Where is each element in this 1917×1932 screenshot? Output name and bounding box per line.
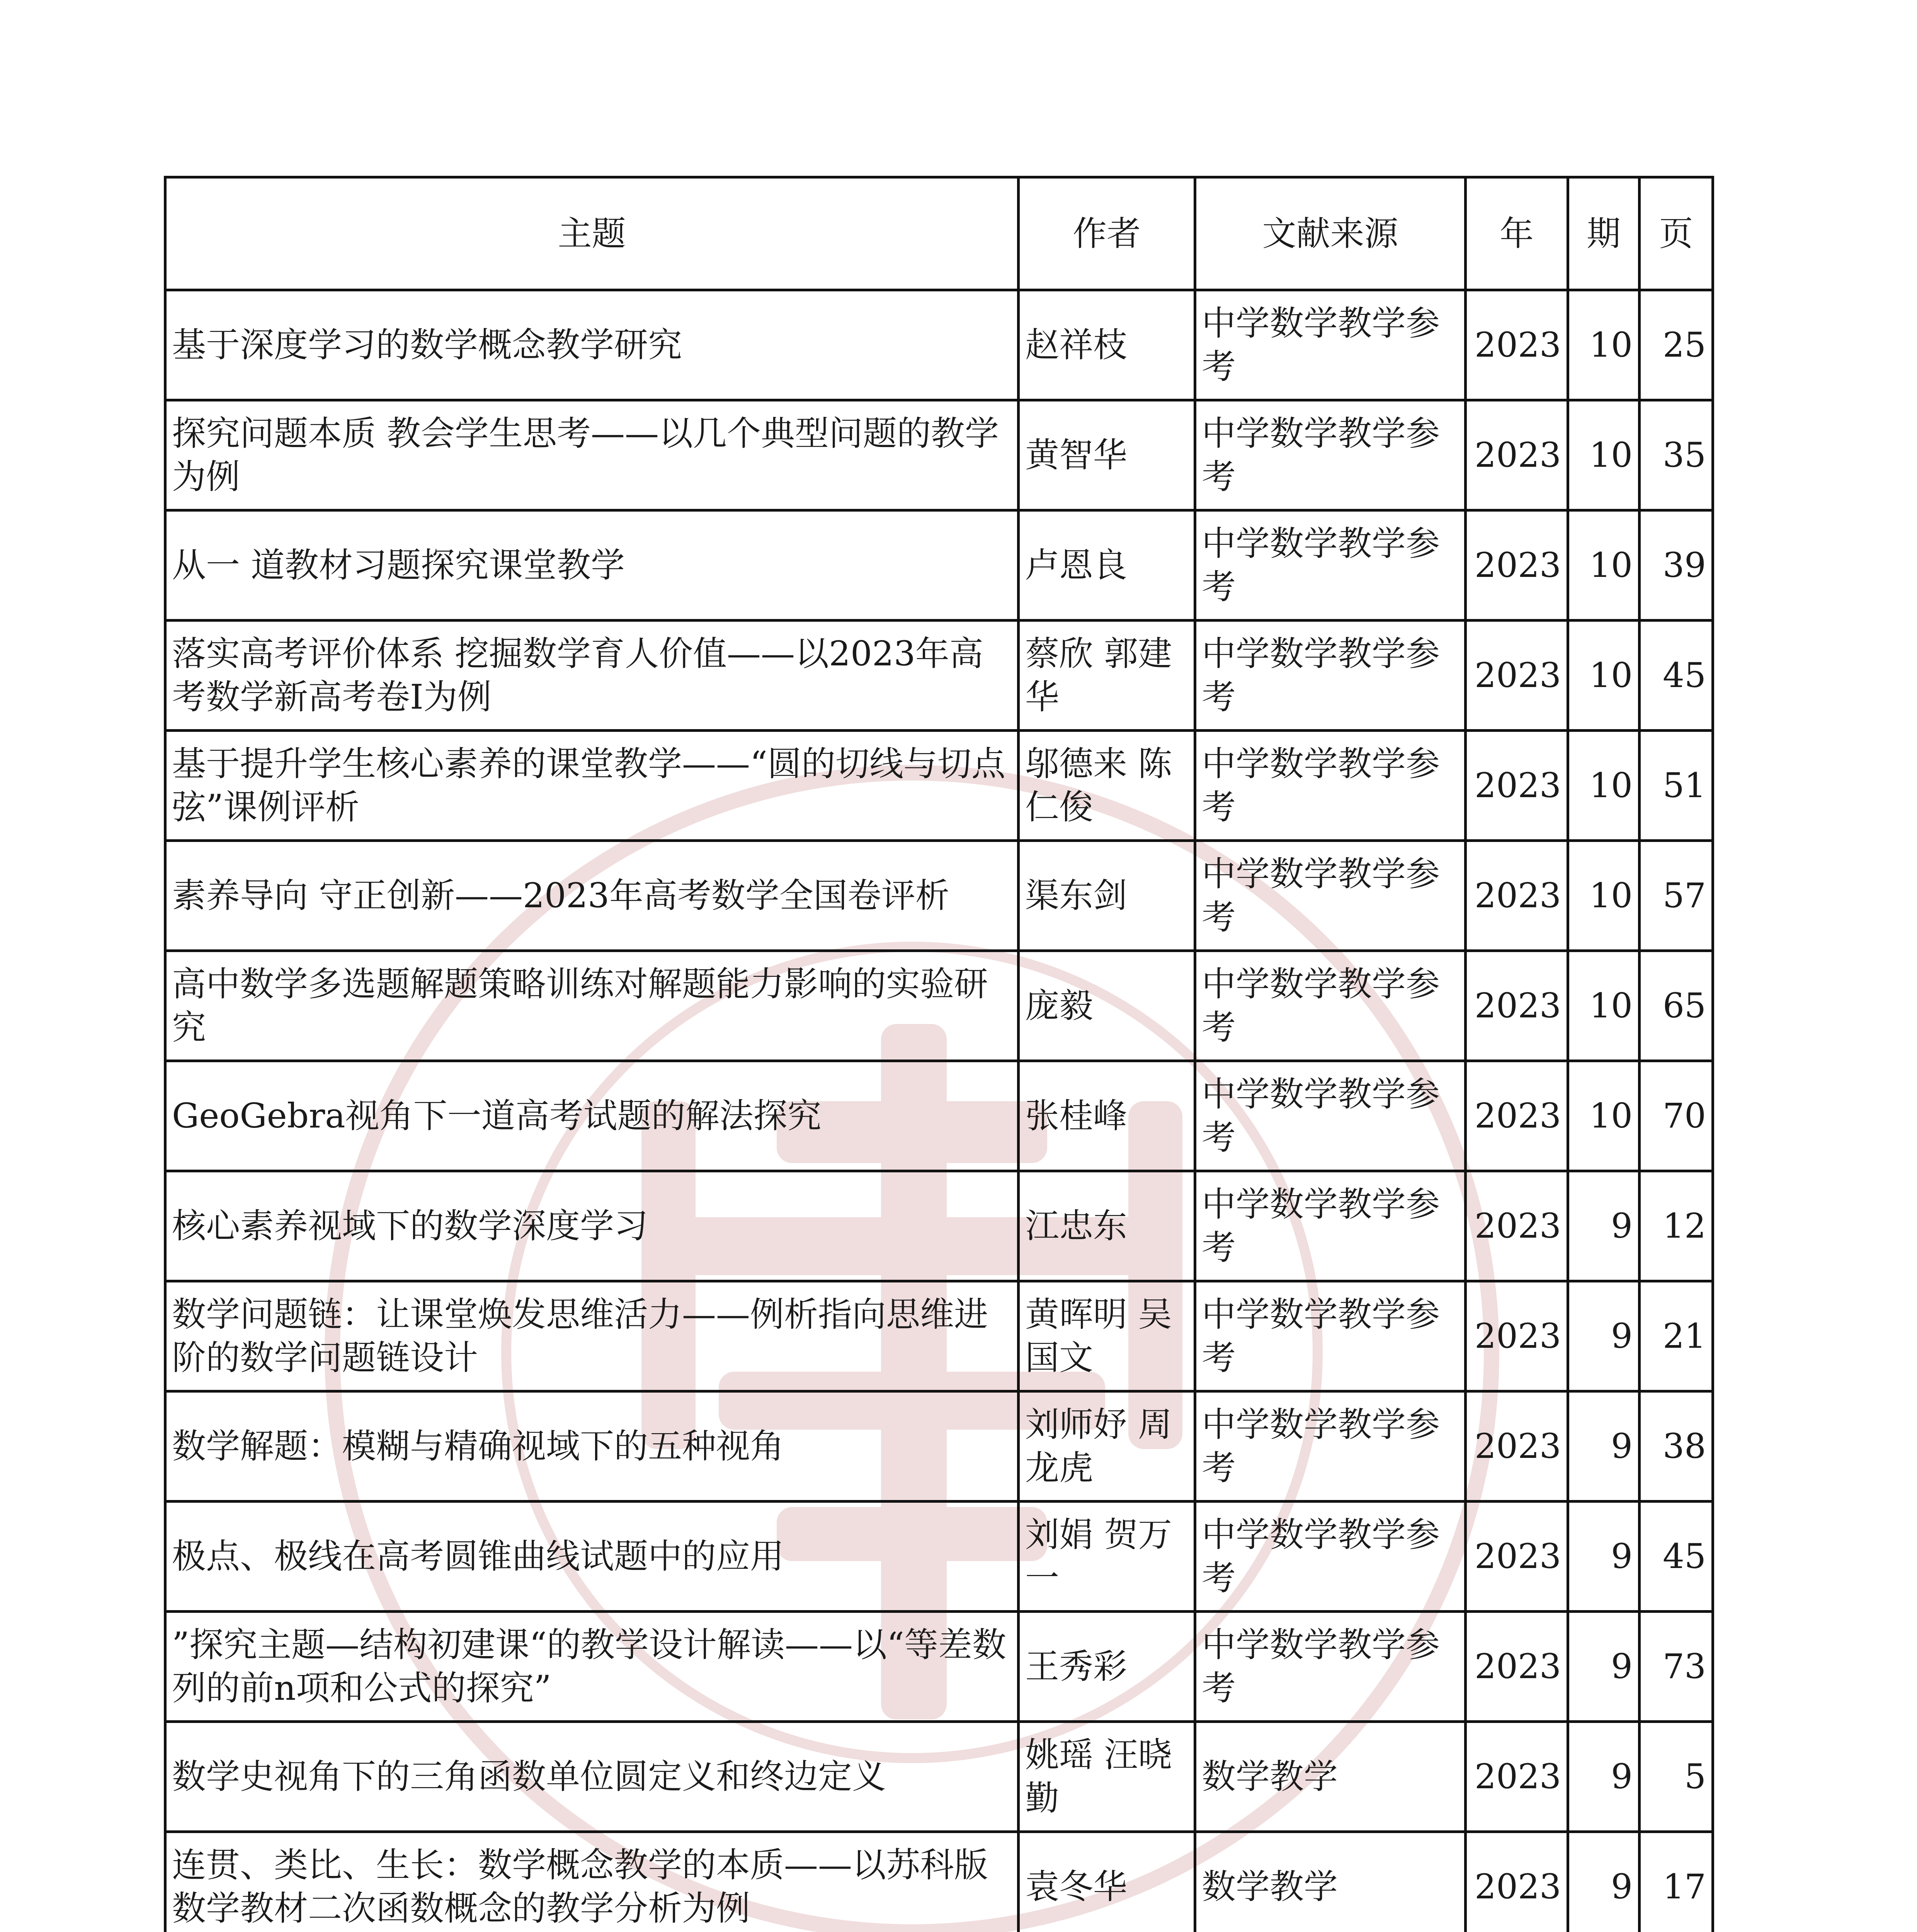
- cell-page: 45: [1640, 621, 1713, 731]
- table-row: [165, 1391, 1713, 1502]
- cell-page: 65: [1640, 951, 1713, 1061]
- table-row: [165, 510, 1713, 621]
- cell-page: 21: [1640, 1281, 1713, 1391]
- header-author: 作者: [1019, 177, 1195, 290]
- cell-author: 王秀彩: [1019, 1612, 1195, 1722]
- table-row: [165, 621, 1713, 731]
- cell-topic: 素养导向 守正创新——2023年高考数学全国卷评析: [165, 841, 1019, 951]
- cell-topic: 探究问题本质 教会学生思考——以几个典型问题的教学为例: [165, 400, 1019, 510]
- cell-source: 中学数学教学参考: [1195, 1171, 1466, 1281]
- cell-author: 刘师妤 周龙虎: [1019, 1391, 1195, 1502]
- cell-issue: 9: [1568, 1832, 1640, 1932]
- cell-topic: 数学解题：模糊与精确视域下的五种视角: [165, 1391, 1019, 1502]
- cell-year: 2023: [1466, 290, 1568, 400]
- cell-source: 中学数学教学参考: [1195, 951, 1466, 1061]
- bibliography-table-wrapper: [164, 176, 1711, 1932]
- table-row: [165, 1832, 1713, 1932]
- cell-year: 2023: [1466, 951, 1568, 1061]
- table-row: [165, 1502, 1713, 1612]
- table-row: [165, 731, 1713, 841]
- table-row: [165, 400, 1713, 510]
- cell-issue: 10: [1568, 621, 1640, 731]
- cell-author: 蔡欣 郭建华: [1019, 621, 1195, 731]
- cell-topic: 极点、极线在高考圆锥曲线试题中的应用: [165, 1502, 1019, 1612]
- cell-issue: 9: [1568, 1502, 1640, 1612]
- cell-source: 中学数学教学参考: [1195, 841, 1466, 951]
- cell-author: 赵祥枝: [1019, 290, 1195, 400]
- cell-year: 2023: [1466, 731, 1568, 841]
- cell-topic: 连贯、类比、生长：数学概念教学的本质——以苏科版数学教材二次函数概念的教学分析为例: [165, 1832, 1019, 1932]
- cell-page: 57: [1640, 841, 1713, 951]
- cell-issue: 10: [1568, 1061, 1640, 1171]
- cell-source: 中学数学教学参考: [1195, 1612, 1466, 1722]
- cell-year: 2023: [1466, 621, 1568, 731]
- cell-page: 35: [1640, 400, 1713, 510]
- cell-page: 25: [1640, 290, 1713, 400]
- cell-author: 邬德来 陈仁俊: [1019, 731, 1195, 841]
- cell-topic: 数学史视角下的三角函数单位圆定义和终边定义: [165, 1722, 1019, 1832]
- cell-year: 2023: [1466, 1171, 1568, 1281]
- cell-issue: 10: [1568, 841, 1640, 951]
- cell-page: 12: [1640, 1171, 1713, 1281]
- bibliography-table: [164, 176, 1714, 1932]
- header-topic: 主题: [165, 177, 1019, 290]
- table-row: [165, 951, 1713, 1061]
- cell-year: 2023: [1466, 1391, 1568, 1502]
- cell-issue: 10: [1568, 510, 1640, 621]
- cell-page: 45: [1640, 1502, 1713, 1612]
- cell-topic: ”探究主题—结构初建课“的教学设计解读——以“等差数列的前n项和公式的探究”: [165, 1612, 1019, 1722]
- cell-source: 中学数学教学参考: [1195, 1281, 1466, 1391]
- cell-page: 51: [1640, 731, 1713, 841]
- cell-author: 江忠东: [1019, 1171, 1195, 1281]
- cell-source: 中学数学教学参考: [1195, 731, 1466, 841]
- table-body: [165, 290, 1713, 1932]
- cell-topic: 基于提升学生核心素养的课堂教学——“圆的切线与切点弦”课例评析: [165, 731, 1019, 841]
- cell-issue: 9: [1568, 1722, 1640, 1832]
- table-row: [165, 1171, 1713, 1281]
- cell-year: 2023: [1466, 510, 1568, 621]
- cell-source: 数学教学: [1195, 1832, 1466, 1932]
- cell-issue: 9: [1568, 1612, 1640, 1722]
- cell-author: 卢恩良: [1019, 510, 1195, 621]
- cell-source: 中学数学教学参考: [1195, 1391, 1466, 1502]
- cell-source: 数学教学: [1195, 1722, 1466, 1832]
- cell-page: 70: [1640, 1061, 1713, 1171]
- cell-year: 2023: [1466, 841, 1568, 951]
- cell-issue: 10: [1568, 951, 1640, 1061]
- cell-page: 38: [1640, 1391, 1713, 1502]
- cell-author: 渠东剑: [1019, 841, 1195, 951]
- cell-page: 5: [1640, 1722, 1713, 1832]
- cell-source: 中学数学教学参考: [1195, 1061, 1466, 1171]
- cell-topic: 核心素养视域下的数学深度学习: [165, 1171, 1019, 1281]
- table-header-row: [165, 177, 1713, 290]
- cell-author: 黄晖明 吴国文: [1019, 1281, 1195, 1391]
- cell-author: 刘娟 贺万一: [1019, 1502, 1195, 1612]
- cell-topic: 基于深度学习的数学概念教学研究: [165, 290, 1019, 400]
- table-row: [165, 1722, 1713, 1832]
- cell-year: 2023: [1466, 1502, 1568, 1612]
- cell-topic: GeoGebra视角下一道高考试题的解法探究: [165, 1061, 1019, 1171]
- cell-author: 庞毅: [1019, 951, 1195, 1061]
- cell-topic: 高中数学多选题解题策略训练对解题能力影响的实验研究: [165, 951, 1019, 1061]
- cell-issue: 10: [1568, 290, 1640, 400]
- cell-page: 73: [1640, 1612, 1713, 1722]
- cell-issue: 9: [1568, 1281, 1640, 1391]
- cell-year: 2023: [1466, 1722, 1568, 1832]
- cell-author: 张桂峰: [1019, 1061, 1195, 1171]
- cell-year: 2023: [1466, 1612, 1568, 1722]
- cell-issue: 10: [1568, 400, 1640, 510]
- cell-author: 姚瑶 汪晓勤: [1019, 1722, 1195, 1832]
- header-year: 年: [1466, 177, 1568, 290]
- cell-topic: 从一 道教材习题探究课堂教学: [165, 510, 1019, 621]
- cell-issue: 9: [1568, 1391, 1640, 1502]
- table-row: [165, 1281, 1713, 1391]
- cell-year: 2023: [1466, 1061, 1568, 1171]
- cell-source: 中学数学教学参考: [1195, 400, 1466, 510]
- table-row: [165, 1612, 1713, 1722]
- cell-topic: 数学问题链：让课堂焕发思维活力——例析指向思维进阶的数学问题链设计: [165, 1281, 1019, 1391]
- table-row: [165, 290, 1713, 400]
- header-issue: 期: [1568, 177, 1640, 290]
- cell-source: 中学数学教学参考: [1195, 1502, 1466, 1612]
- cell-source: 中学数学教学参考: [1195, 621, 1466, 731]
- header-source: 文献来源: [1195, 177, 1466, 290]
- cell-year: 2023: [1466, 1832, 1568, 1932]
- cell-issue: 9: [1568, 1171, 1640, 1281]
- cell-topic: 落实高考评价体系 挖掘数学育人价值——以2023年高考数学新高考卷I为例: [165, 621, 1019, 731]
- cell-author: 袁冬华: [1019, 1832, 1195, 1932]
- table-row: [165, 841, 1713, 951]
- cell-issue: 10: [1568, 731, 1640, 841]
- table-row: [165, 1061, 1713, 1171]
- cell-page: 39: [1640, 510, 1713, 621]
- cell-source: 中学数学教学参考: [1195, 510, 1466, 621]
- cell-page: 17: [1640, 1832, 1713, 1932]
- cell-source: 中学数学教学参考: [1195, 290, 1466, 400]
- header-page: 页: [1640, 177, 1713, 290]
- cell-year: 2023: [1466, 400, 1568, 510]
- cell-author: 黄智华: [1019, 400, 1195, 510]
- cell-year: 2023: [1466, 1281, 1568, 1391]
